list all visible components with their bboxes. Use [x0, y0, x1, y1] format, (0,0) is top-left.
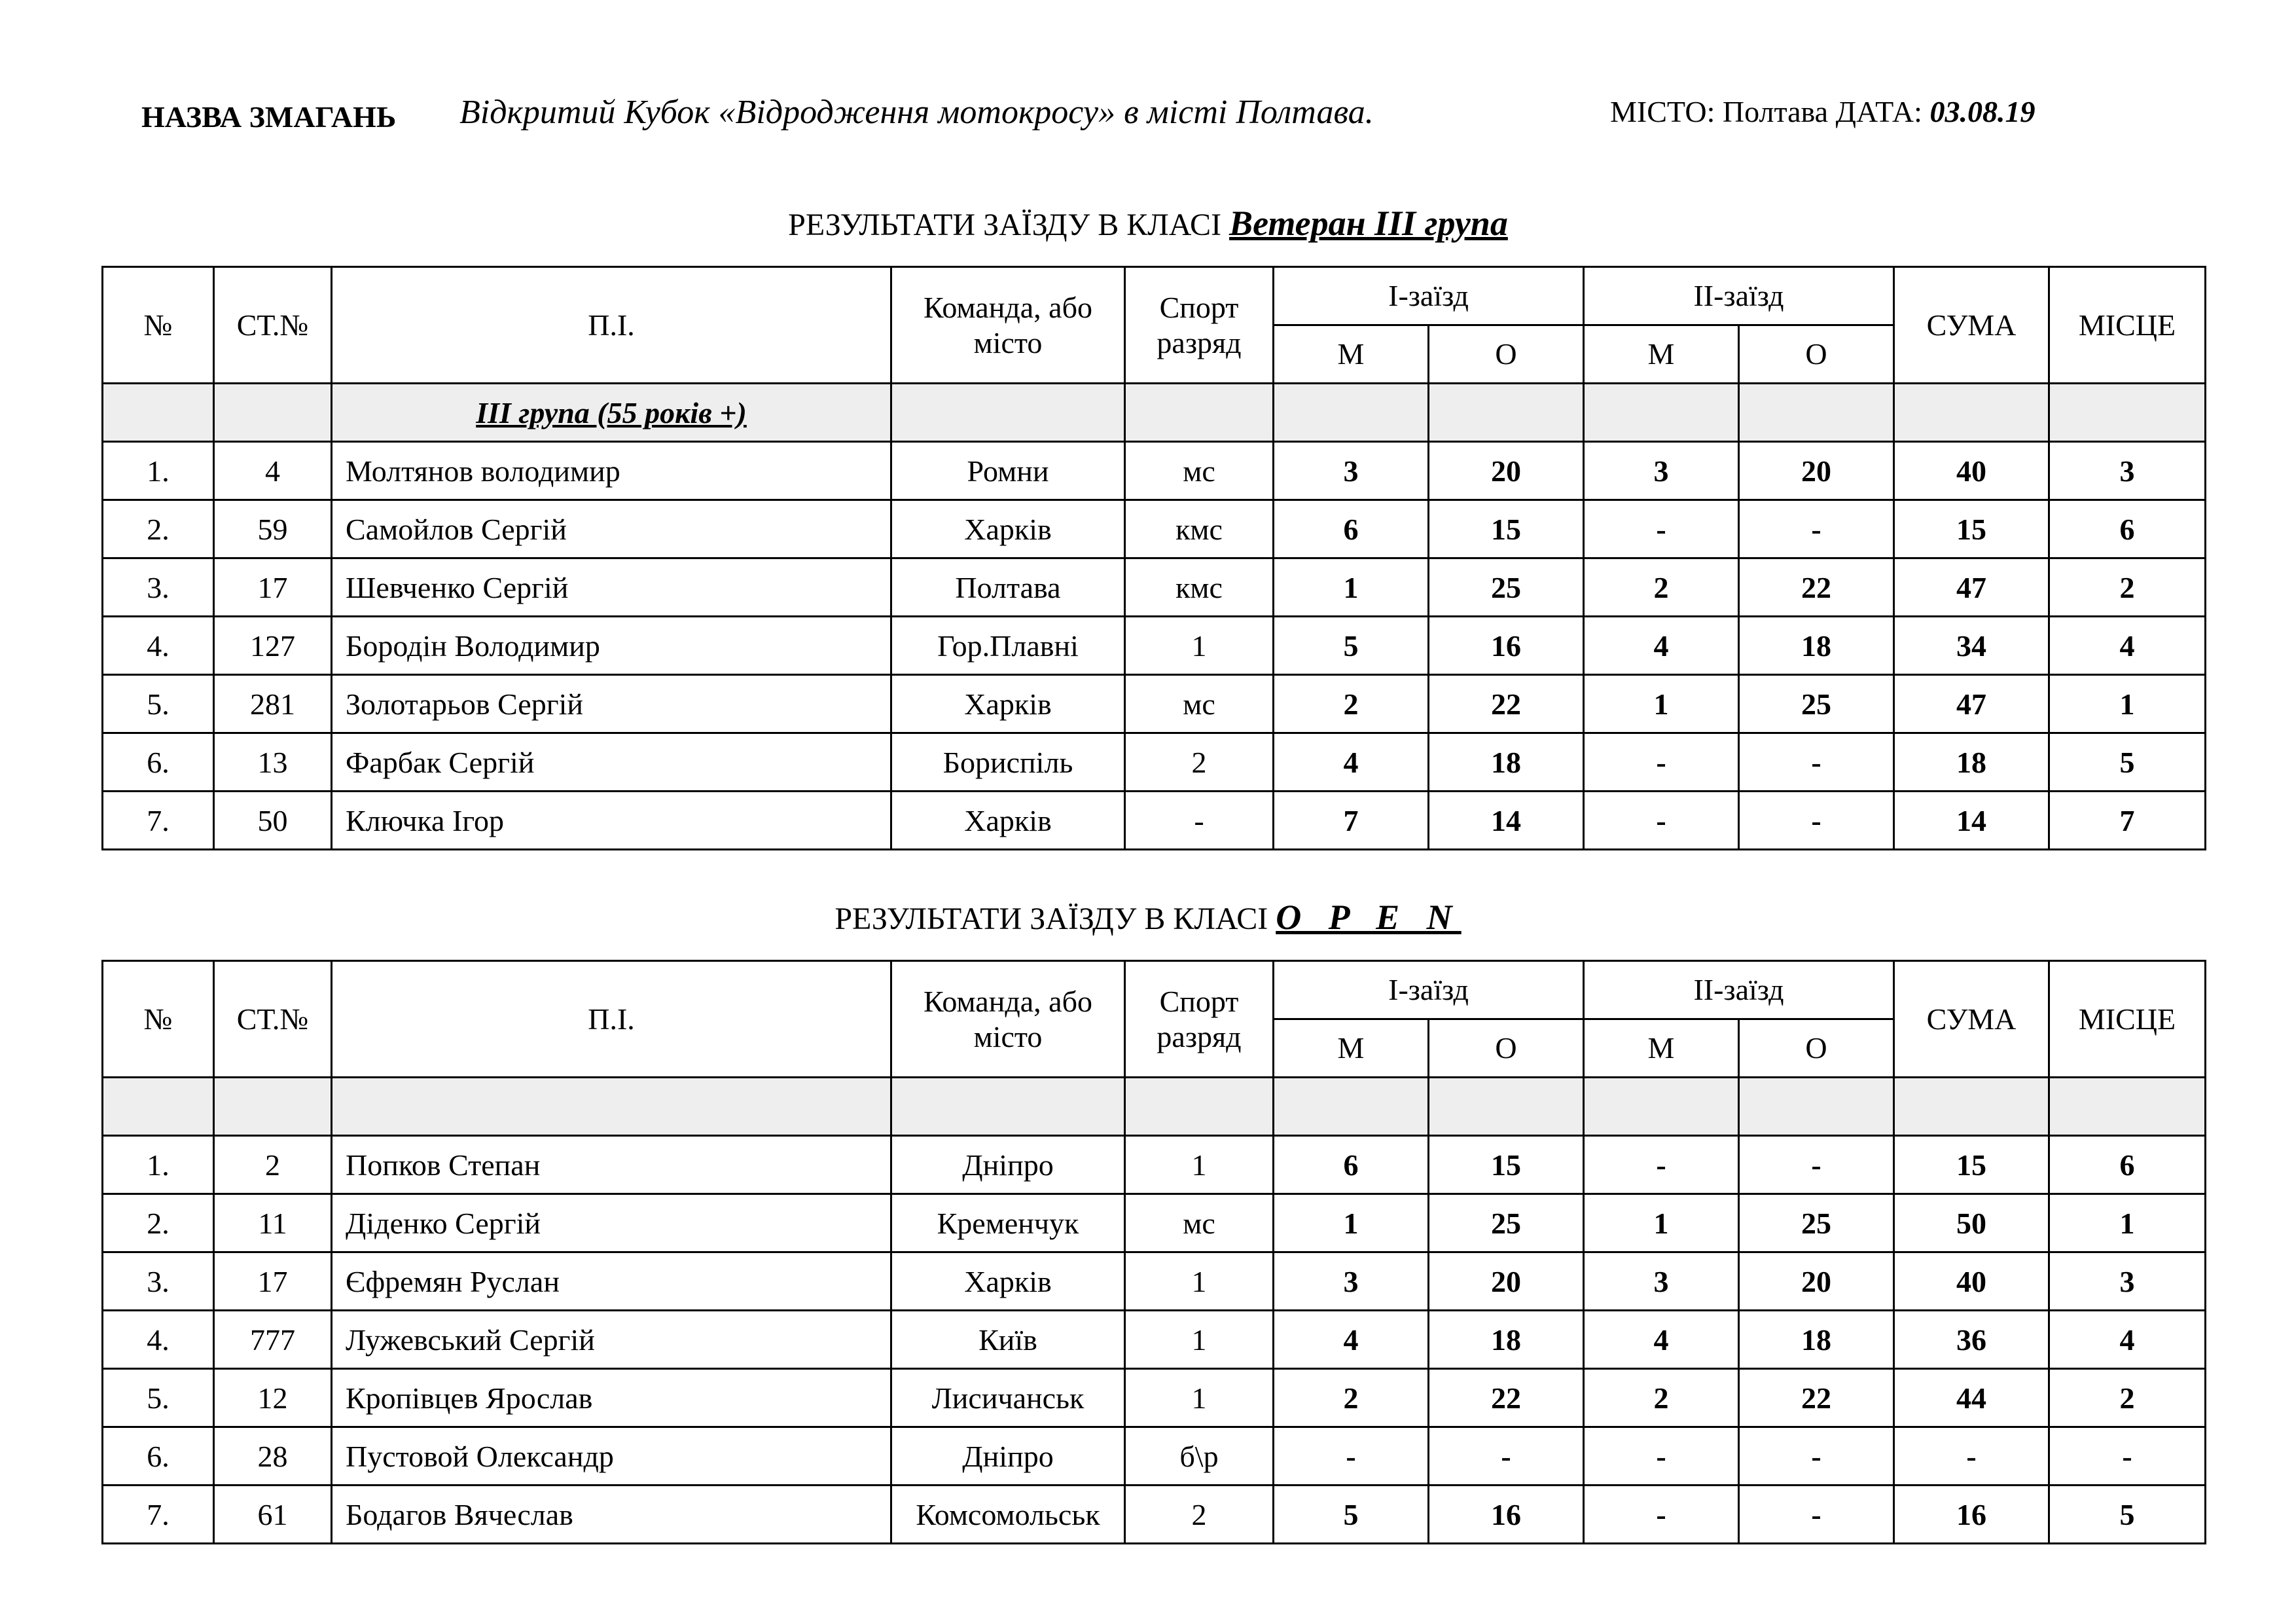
heat2-position: 4: [1584, 1311, 1739, 1369]
table-row: [103, 1427, 2206, 1486]
final-place: 5: [2049, 1486, 2206, 1544]
heat1-position: -: [1274, 1427, 1429, 1486]
section2-title: [0, 897, 2296, 938]
final-place: 5: [2049, 733, 2206, 792]
start-number: 13: [214, 733, 332, 792]
row-number: 4.: [103, 1311, 214, 1369]
heat2-position: 2: [1584, 1369, 1739, 1427]
row-number: 5.: [103, 1369, 214, 1427]
sport-rank: мс: [1125, 675, 1274, 733]
row-number: 3.: [103, 558, 214, 617]
total-points: 34: [1894, 617, 2049, 675]
section1-title: [0, 203, 2296, 244]
team-city: Харків: [891, 792, 1125, 850]
final-place: 2: [2049, 1369, 2206, 1427]
heat1-position: 6: [1274, 1136, 1429, 1194]
table-row: [103, 675, 2206, 733]
col-heat2: ІІ-заїзд: [1584, 267, 1894, 325]
final-place: 6: [2049, 500, 2206, 558]
final-place: 3: [2049, 442, 2206, 500]
results-table-open: [101, 960, 2206, 1544]
col-heat1: І-заїзд: [1274, 267, 1584, 325]
heat2-position: 2: [1584, 558, 1739, 617]
row-number: 1.: [103, 1136, 214, 1194]
table-row: [103, 1136, 2206, 1194]
team-city: Київ: [891, 1311, 1125, 1369]
col-heat2-m: М: [1584, 325, 1739, 384]
col-sum: СУМА: [1894, 961, 2049, 1078]
heat2-points: 25: [1739, 675, 1894, 733]
col-name: П.І.: [332, 267, 891, 384]
table-row: [103, 792, 2206, 850]
rider-name: Пустовой Олександр: [332, 1427, 891, 1486]
col-start-num: СТ.№: [214, 267, 332, 384]
total-points: 50: [1894, 1194, 2049, 1252]
table-row: [103, 500, 2206, 558]
heat1-position: 5: [1274, 1486, 1429, 1544]
total-points: 40: [1894, 442, 2049, 500]
col-heat2-o: О: [1739, 1019, 1894, 1078]
heat2-position: -: [1584, 792, 1739, 850]
table-row: [103, 1311, 2206, 1369]
heat2-points: 22: [1739, 1369, 1894, 1427]
row-number: 3.: [103, 1252, 214, 1311]
start-number: 50: [214, 792, 332, 850]
final-place: 1: [2049, 675, 2206, 733]
sport-rank: мс: [1125, 442, 1274, 500]
start-number: 12: [214, 1369, 332, 1427]
table-row: [103, 1194, 2206, 1252]
start-number: 2: [214, 1136, 332, 1194]
final-place: 2: [2049, 558, 2206, 617]
document-header: [141, 93, 2126, 139]
heat2-position: -: [1584, 1427, 1739, 1486]
heat2-points: -: [1739, 792, 1894, 850]
rider-name: Самойлов Сергій: [332, 500, 891, 558]
heat1-position: 7: [1274, 792, 1429, 850]
col-heat2-m: М: [1584, 1019, 1739, 1078]
heat1-position: 4: [1274, 1311, 1429, 1369]
final-place: 6: [2049, 1136, 2206, 1194]
total-points: 40: [1894, 1252, 2049, 1311]
heat2-points: 18: [1739, 1311, 1894, 1369]
section2-class-name: O P E N: [1276, 898, 1462, 937]
team-city: Полтава: [891, 558, 1125, 617]
heat1-points: 15: [1429, 500, 1584, 558]
final-place: 4: [2049, 617, 2206, 675]
heat1-points: 18: [1429, 1311, 1584, 1369]
col-heat1-m: М: [1274, 1019, 1429, 1078]
heat2-position: 3: [1584, 442, 1739, 500]
final-place: 1: [2049, 1194, 2206, 1252]
heat1-position: 6: [1274, 500, 1429, 558]
sport-rank: 1: [1125, 617, 1274, 675]
start-number: 28: [214, 1427, 332, 1486]
rider-name: Молтянов володимир: [332, 442, 891, 500]
rider-name: Фарбак Сергій: [332, 733, 891, 792]
total-points: 44: [1894, 1369, 2049, 1427]
table-row: [103, 733, 2206, 792]
heat2-points: 20: [1739, 1252, 1894, 1311]
rider-name: Бородін Володимир: [332, 617, 891, 675]
heat1-position: 1: [1274, 558, 1429, 617]
col-num: №: [103, 961, 214, 1078]
competition-label: НАЗВА ЗМАГАНЬ: [141, 100, 397, 134]
col-name: П.І.: [332, 961, 891, 1078]
col-heat1-o: О: [1429, 325, 1584, 384]
row-number: 6.: [103, 1427, 214, 1486]
total-points: 15: [1894, 1136, 2049, 1194]
heat1-position: 4: [1274, 733, 1429, 792]
row-number: 2.: [103, 1194, 214, 1252]
final-place: -: [2049, 1427, 2206, 1486]
row-number: 2.: [103, 500, 214, 558]
heat1-points: 22: [1429, 1369, 1584, 1427]
start-number: 11: [214, 1194, 332, 1252]
heat2-points: 25: [1739, 1194, 1894, 1252]
start-number: 17: [214, 558, 332, 617]
heat2-points: -: [1739, 733, 1894, 792]
heat1-points: 18: [1429, 733, 1584, 792]
final-place: 4: [2049, 1311, 2206, 1369]
section1-title-prefix: РЕЗУЛЬТАТИ ЗАЇЗДУ В КЛАСІ: [788, 208, 1222, 242]
heat1-points: -: [1429, 1427, 1584, 1486]
start-number: 4: [214, 442, 332, 500]
sport-rank: 2: [1125, 733, 1274, 792]
row-number: 7.: [103, 792, 214, 850]
team-city: Харків: [891, 500, 1125, 558]
table-row: [103, 1486, 2206, 1544]
start-number: 127: [214, 617, 332, 675]
table-row: [103, 1369, 2206, 1427]
total-points: 47: [1894, 675, 2049, 733]
sport-rank: б\р: [1125, 1427, 1274, 1486]
rider-name: Єфремян Руслан: [332, 1252, 891, 1311]
heat2-points: 22: [1739, 558, 1894, 617]
total-points: 36: [1894, 1311, 2049, 1369]
rider-name: Лужевський Сергій: [332, 1311, 891, 1369]
rider-name: Попков Степан: [332, 1136, 891, 1194]
heat1-points: 20: [1429, 442, 1584, 500]
heat2-points: 18: [1739, 617, 1894, 675]
total-points: 16: [1894, 1486, 2049, 1544]
team-city: Харків: [891, 1252, 1125, 1311]
heat2-points: 20: [1739, 442, 1894, 500]
date-value: 03.08.19: [1929, 95, 2036, 128]
city-date-prefix: МІСТО: Полтава ДАТА:: [1610, 95, 1922, 128]
heat2-position: -: [1584, 1136, 1739, 1194]
col-rank: Спорт разряд: [1125, 961, 1274, 1078]
rider-name: Ключка Ігор: [332, 792, 891, 850]
heat1-position: 2: [1274, 1369, 1429, 1427]
col-team: Команда, або місто: [891, 267, 1125, 384]
heat1-position: 2: [1274, 675, 1429, 733]
col-heat2: ІІ-заїзд: [1584, 961, 1894, 1019]
sport-rank: 1: [1125, 1311, 1274, 1369]
col-heat1-o: О: [1429, 1019, 1584, 1078]
section2-title-prefix: РЕЗУЛЬТАТИ ЗАЇЗДУ В КЛАСІ: [834, 902, 1268, 936]
team-city: Ромни: [891, 442, 1125, 500]
team-city: Харків: [891, 675, 1125, 733]
competition-name: Відкритий Кубок «Відродження мотокросу» в місті Полтава.: [459, 94, 1374, 131]
heat1-points: 15: [1429, 1136, 1584, 1194]
sport-rank: 1: [1125, 1252, 1274, 1311]
start-number: 281: [214, 675, 332, 733]
row-number: 7.: [103, 1486, 214, 1544]
row-number: 1.: [103, 442, 214, 500]
col-place: МІСЦЕ: [2049, 961, 2206, 1078]
team-city: Кременчук: [891, 1194, 1125, 1252]
group-row: [103, 1078, 2206, 1136]
start-number: 59: [214, 500, 332, 558]
team-city: Дніпро: [891, 1427, 1125, 1486]
heat1-position: 5: [1274, 617, 1429, 675]
heat2-position: 1: [1584, 1194, 1739, 1252]
team-city: Дніпро: [891, 1136, 1125, 1194]
heat2-points: -: [1739, 1427, 1894, 1486]
heat1-position: 1: [1274, 1194, 1429, 1252]
col-team: Команда, або місто: [891, 961, 1125, 1078]
rider-name: Бодагов Вячеслав: [332, 1486, 891, 1544]
heat1-position: 3: [1274, 442, 1429, 500]
heat1-points: 16: [1429, 617, 1584, 675]
sport-rank: мс: [1125, 1194, 1274, 1252]
col-heat1: І-заїзд: [1274, 961, 1584, 1019]
start-number: 777: [214, 1311, 332, 1369]
heat1-points: 25: [1429, 558, 1584, 617]
group-row: [103, 384, 2206, 442]
team-city: Лисичанськ: [891, 1369, 1125, 1427]
col-place: МІСЦЕ: [2049, 267, 2206, 384]
heat1-points: 14: [1429, 792, 1584, 850]
table-row: [103, 558, 2206, 617]
heat2-points: -: [1739, 1136, 1894, 1194]
total-points: -: [1894, 1427, 2049, 1486]
sport-rank: кмс: [1125, 558, 1274, 617]
team-city: Комсомольськ: [891, 1486, 1125, 1544]
heat1-points: 25: [1429, 1194, 1584, 1252]
rider-name: Золотарьов Сергій: [332, 675, 891, 733]
results-table-veteran: [101, 266, 2206, 850]
sport-rank: 1: [1125, 1136, 1274, 1194]
heat1-points: 20: [1429, 1252, 1584, 1311]
final-place: 7: [2049, 792, 2206, 850]
col-sum: СУМА: [1894, 267, 2049, 384]
col-heat1-m: М: [1274, 325, 1429, 384]
section1-class-name: Ветеран ІІІ група: [1229, 204, 1508, 243]
rider-name: Кропівцев Ярослав: [332, 1369, 891, 1427]
heat2-points: -: [1739, 500, 1894, 558]
heat2-position: -: [1584, 1486, 1739, 1544]
row-number: 6.: [103, 733, 214, 792]
row-number: 5.: [103, 675, 214, 733]
city-date: [1610, 94, 2035, 129]
rider-name: Шевченко Сергій: [332, 558, 891, 617]
col-heat2-o: О: [1739, 325, 1894, 384]
col-num: №: [103, 267, 214, 384]
total-points: 14: [1894, 792, 2049, 850]
col-rank: Спорт разряд: [1125, 267, 1274, 384]
col-start-num: СТ.№: [214, 961, 332, 1078]
sport-rank: 1: [1125, 1369, 1274, 1427]
heat1-points: 16: [1429, 1486, 1584, 1544]
total-points: 18: [1894, 733, 2049, 792]
table-row: [103, 442, 2206, 500]
team-city: Гор.Плавні: [891, 617, 1125, 675]
sport-rank: 2: [1125, 1486, 1274, 1544]
heat2-position: 4: [1584, 617, 1739, 675]
table-row: [103, 1252, 2206, 1311]
total-points: 47: [1894, 558, 2049, 617]
start-number: 61: [214, 1486, 332, 1544]
heat2-position: -: [1584, 500, 1739, 558]
group-label: ІІІ група (55 років +): [332, 384, 891, 442]
heat2-position: 3: [1584, 1252, 1739, 1311]
start-number: 17: [214, 1252, 332, 1311]
heat2-position: -: [1584, 733, 1739, 792]
table-row: [103, 617, 2206, 675]
heat2-points: -: [1739, 1486, 1894, 1544]
rider-name: Діденко Сергій: [332, 1194, 891, 1252]
sport-rank: -: [1125, 792, 1274, 850]
final-place: 3: [2049, 1252, 2206, 1311]
heat2-position: 1: [1584, 675, 1739, 733]
team-city: Бориспіль: [891, 733, 1125, 792]
sport-rank: кмс: [1125, 500, 1274, 558]
heat1-position: 3: [1274, 1252, 1429, 1311]
total-points: 15: [1894, 500, 2049, 558]
heat1-points: 22: [1429, 675, 1584, 733]
row-number: 4.: [103, 617, 214, 675]
